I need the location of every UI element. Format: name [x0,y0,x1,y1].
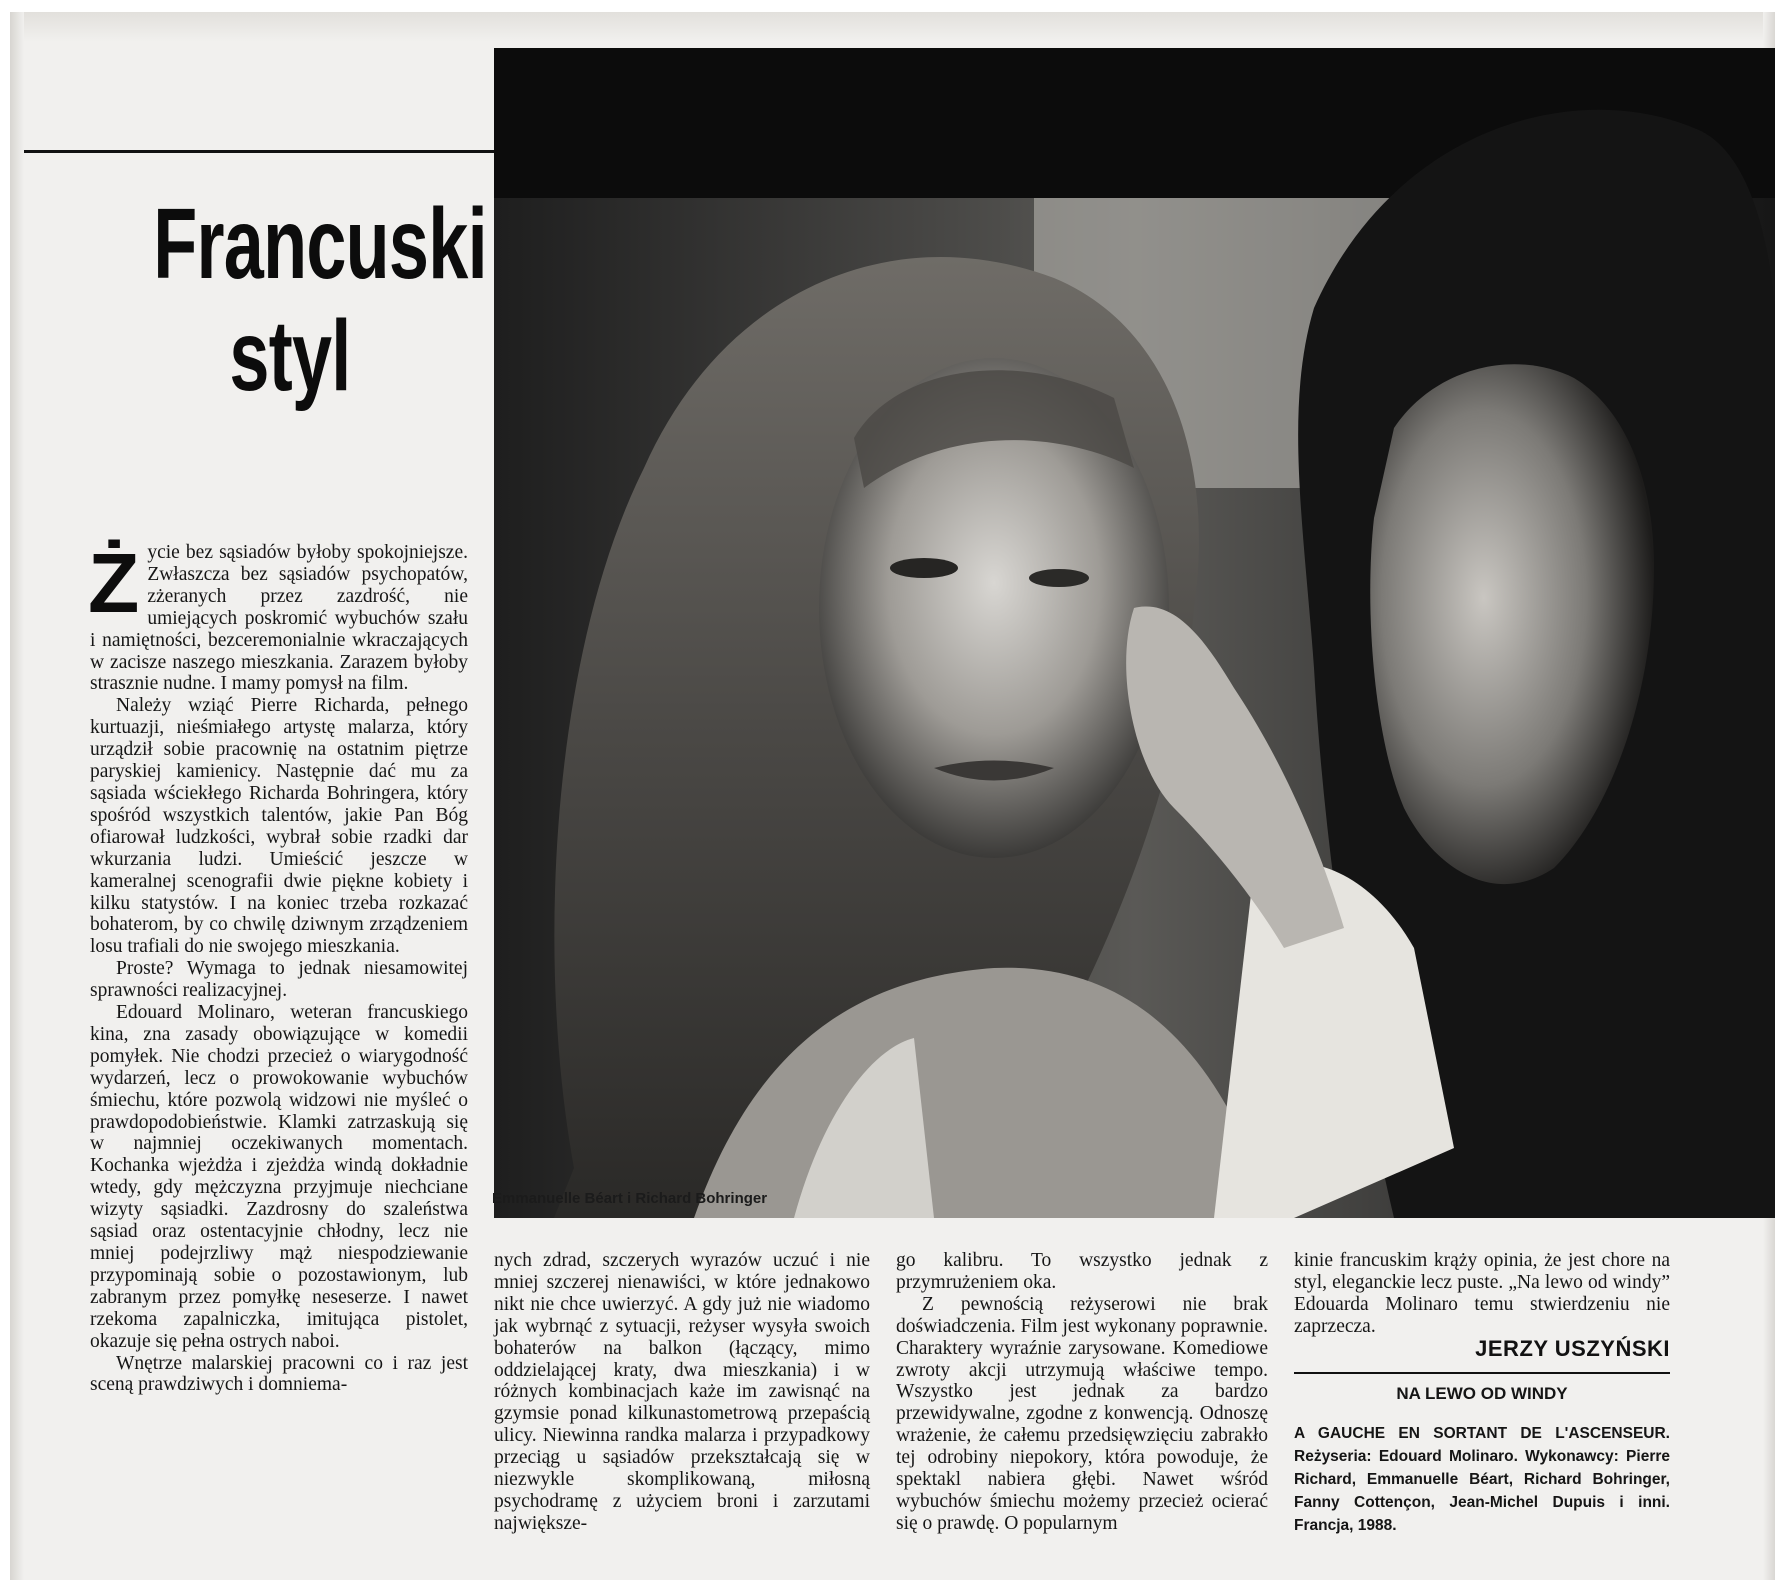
headline [153,188,487,412]
article-column-4 [1294,1250,1670,1338]
photo-illustration [494,48,1775,1218]
scan-left-edge [10,12,24,1580]
magazine-page [10,12,1775,1580]
paragraph: Należy wziąć Pierre Richarda, pełnego kurtuazji, nieśmiałego artystę malarza, który urządził sobie pracownię na ostatnim piętrze paryskiej kamienicy. Następnie dać mu za sąsiada wściekłego Richarda Bohringera, który spośród wszystkich talentów, jakie Pan Bóg ofiarował ludzkości, wybrał sobie rzadki dar wkurzania ludzi. Umieścić jeszcze w kameralnej scenografii dwie piękne kobiety i kilku statystów. I na koniec trzeba rozkazać bohaterom, by co chwilę dziwnym zrządzeniem losu trafiali do nie swojego mieszkania. [90,695,468,958]
author-byline: JERZY USZYŃSKI [1475,1336,1670,1361]
film-still-photo [494,48,1775,1218]
paragraph: Wnętrze malarskiej pracowni co i raz jest sceną prawdziwych i domniema- [90,1352,468,1396]
article-column-3 [896,1250,1268,1535]
headline-line-1: Francuski [153,188,487,300]
article-column-1 [88,536,468,1396]
title-rule [24,150,496,153]
info-box-title: NA LEWO OD WINDY [1396,1384,1568,1403]
article-column-2 [494,1250,870,1535]
paragraph: Proste? Wymaga to jednak niesamowitej sprawności realizacyjnej. [90,958,468,1002]
drop-cap: Ż [88,536,140,630]
paragraph: go kalibru. To wszystko jednak z przymrużeniem oka. [896,1250,1268,1293]
paragraph: ycie bez sąsiadów byłoby spokojniejsze. Zwłaszcza bez sąsiadów psychopatów, zżeranych przez zazdrość, nie umiejących poskromić wybuchów szału i namiętności, bezceremonialnie wkraczających w zacisze naszego mieszkania. Zarazem byłoby strasznie nudne. I mamy pomysł na film. [90,542,468,695]
headline-line-2: styl [229,300,351,412]
paragraph: Z pewnością reżyserowi nie brak doświadczenia. Film jest wykonany poprawnie. Charaktery wyraźnie zarysowane. Komediowe zwroty akcji utrzymują właściwe tempo. Wszystko jest jednak za bardzo przewidywalne, zgodne z konwencją. Odnoszę wrażenie, że całemu przedsięwzięciu zabrakło tej odrobiny niepokory, która powoduje, że spektakl nabiera głębi. Nawet wśród wybuchów śmiechu możemy przecież ocierać się o prawdę. O popularnym [896,1293,1268,1534]
paragraph: kinie francuskim krąży opinia, że jest chore na styl, eleganckie lecz puste. „Na lewo od windy” Edouarda Molinaro temu stwierdzeniu nie zaprzecza. [1294,1250,1670,1337]
paragraph: nych zdrad, szczerych wyrazów uczuć i nie mniej szczerej nienawiści, w które jednakowo nikt nie chce uwierzyć. A gdy już nie wiadomo jak wybrnąć z sytuacji, reżyser wysyła swoich bohaterów na balkon (łączący, mimo oddzielającej kraty, dwa mieszkania) i w różnych kombinacjach każe im zawisnąć na gzymsie ponad kilkunastometrową przepaścią ulicy. Niewinna randka malarza i przypadkowy przeciąg u sąsiadów przekształcają się w niezwykle skomplikowaną, miłosną psychodramę z użyciem broni i zarzutami największe- [494,1250,870,1534]
info-box-body: A GAUCHE EN SORTANT DE L'ASCENSEUR. Reżyseria: Edouard Molinaro. Wykonawcy: Pierre Richard, Emmanuelle Béart, Richard Bohringer, Fanny Cottençon, Jean-Michel Dupuis i inni. Francja, 1988. [1294,1425,1670,1534]
info-box-rule [1294,1372,1670,1374]
photo-caption: Emmanuelle Béart i Richard Bohringer [492,1190,768,1207]
scan-top-edge [10,12,1775,42]
paragraph: Edouard Molinaro, weteran francuskiego kina, zna zasady obowiązujące w komedii pomyłek. Nie chodzi przecież o wiarygodność wydarzeń, lecz o prowokowanie wybuchów śmiechu, które pozwolą widzowi nie myśleć o prawdopodobieństwie. Klamki zatrzaskują się w najmniej oczekiwanych momentach. Kochanka wjeżdża i zjeżdża windą dokładnie wtedy, gdy mężczyzna przyjmuje niechciane wizyty sąsiadki. Zazdrosny do szaleństwa sąsiad oraz ostentacyjnie chłodny, lecz nie mniej podejrzliwy mąż niespodziewanie przypominają sobie o pozostawionym, lub zabranym przez pomyłkę neseserze. I nawet rzekoma zapalniczka, imitująca pistolet, okazuje się pełna ostrych naboi. [90,1002,468,1352]
